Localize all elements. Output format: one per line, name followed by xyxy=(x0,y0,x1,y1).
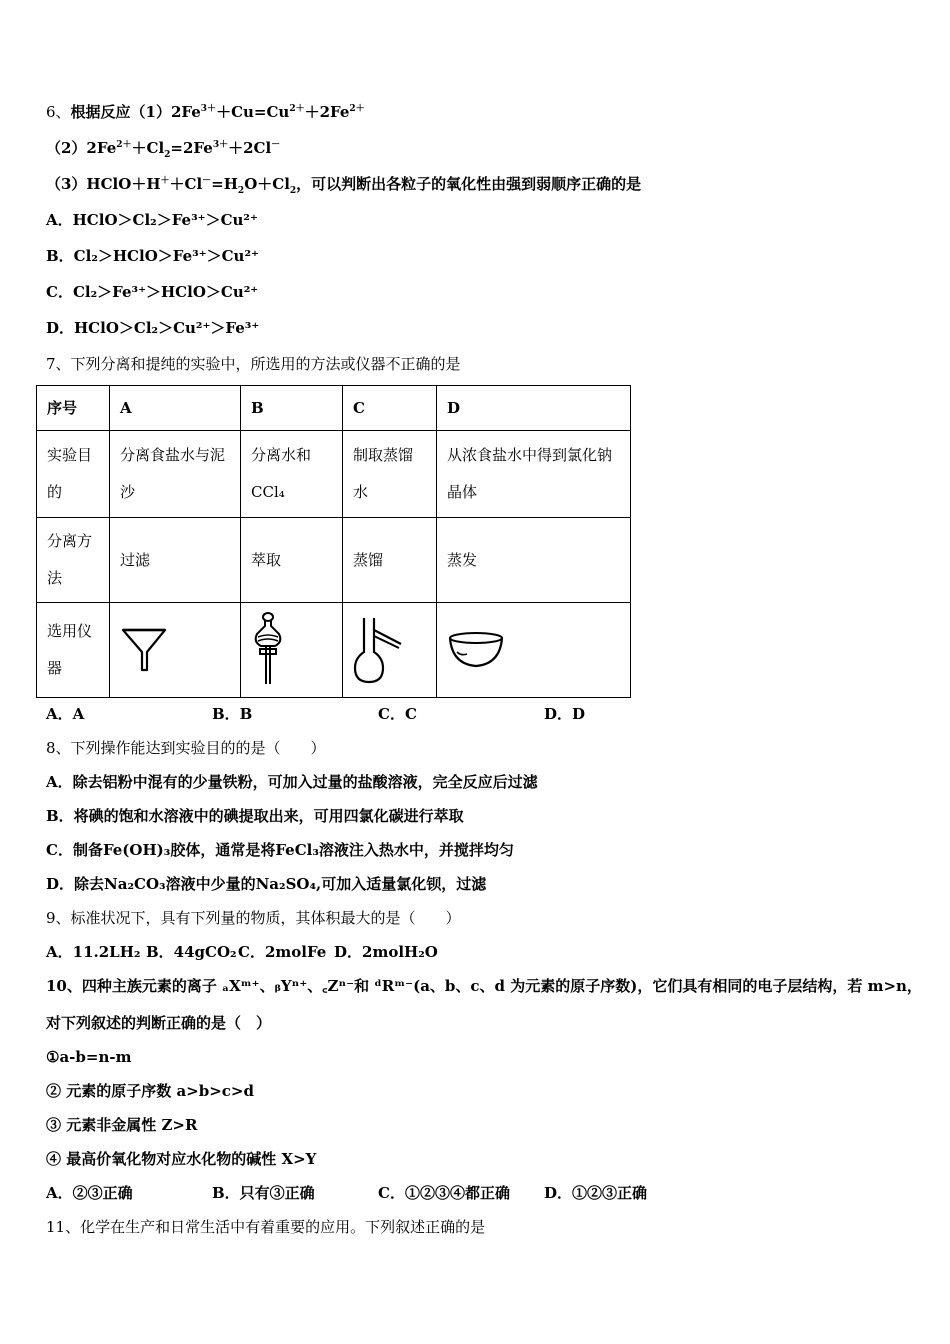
header-cell: B xyxy=(241,386,343,431)
q11-stem: 11、化学在生产和日常生活中有着重要的应用。下列叙述正确的是 xyxy=(46,1218,486,1236)
q9-stem: 9、标准状况下，具有下列量的物质，其体积最大的是（ ） xyxy=(46,909,461,927)
q10-option-d[interactable]: D．①②③正确 xyxy=(544,1184,648,1202)
evaporating-dish-icon xyxy=(437,603,631,698)
table-row xyxy=(37,518,631,603)
q7-stem: 7、下列分离和提纯的实验中，所选用的方法或仪器不正确的是 xyxy=(46,355,461,373)
header-cell: C xyxy=(343,386,437,431)
method-cell: 蒸发 xyxy=(437,518,631,603)
q6-line2: $(2)2Fe^{2+}+Cl_2=2Fe^{3+}+2Cl^-$ xyxy=(46,139,281,160)
q6-option-d[interactable]: D．HClO＞Cl₂＞Cu²⁺＞Fe³⁺ xyxy=(46,319,260,337)
q8-stem: 8、下列操作能达到实验目的的是（ ） xyxy=(46,739,326,757)
q10-statement-2: ② 元素的原子序数 a>b>c>d xyxy=(46,1082,254,1100)
q6-option-a[interactable]: A．HClO＞Cl₂＞Fe³⁺＞Cu²⁺ xyxy=(46,211,258,229)
table-row xyxy=(37,603,631,698)
q8-option-c[interactable]: C．制备Fe(OH)₃胶体，通常是将FeCl₃溶液注入热水中，并搅拌均匀 xyxy=(46,841,514,859)
q8-option-b[interactable]: B．将碘的饱和水溶液中的碘提取出来，可用四氯化碳进行萃取 xyxy=(46,807,464,825)
purpose-cell: 分离水和CCl₄ xyxy=(241,431,343,518)
q6-line1: 6、根据反应$(1)2Fe^{3+}+Cu=Cu^{2+}+2Fe^{2+}$ xyxy=(46,103,365,121)
q7-options xyxy=(46,704,585,724)
method-cell: 萃取 xyxy=(241,518,343,603)
table-row xyxy=(37,431,631,518)
q10-option-c[interactable]: C．①②③④都正确 xyxy=(378,1184,510,1202)
q9-option-b[interactable]: B．44gCO₂ xyxy=(146,943,237,961)
q9-option-a[interactable]: A．11.2LH₂ xyxy=(46,943,141,961)
q9-option-d[interactable]: D．2molH₂O xyxy=(334,943,438,961)
q10-options xyxy=(46,1183,647,1203)
q9-options xyxy=(46,942,438,962)
q10-option-b[interactable]: B．只有③正确 xyxy=(212,1184,315,1202)
row-label: 选用仪器 xyxy=(37,603,110,698)
q8-option-a[interactable]: A．除去铝粉中混有的少量铁粉，可加入过量的盐酸溶液，完全反应后过滤 xyxy=(46,773,538,791)
q6-line3: $(3)HClO+H^++Cl^-=H_2O+Cl_2$，可以判断出各粒子的氧化性由强到弱顺序正确的是 xyxy=(46,175,642,196)
q10-statement-4: ④ 最高价氧化物对应水化物的碱性 X>Y xyxy=(46,1150,317,1168)
q6-number: 6、 xyxy=(46,103,71,121)
purpose-cell: 分离食盐水与泥沙 xyxy=(110,431,241,518)
purpose-cell: 制取蒸馏水 xyxy=(343,431,437,518)
q6-option-b[interactable]: B．Cl₂＞HClO＞Fe³⁺＞Cu²⁺ xyxy=(46,247,259,265)
q10-stem-line1: 10、四种主族元素的离子 ₐXᵐ⁺、ᵦYⁿ⁺、꜀Zⁿ⁻和 ᵈRᵐ⁻(a、b、c、d 为元素的原子序数)，它们具有相同的电子层结构，若 m>n， xyxy=(46,977,922,995)
table-header-row xyxy=(37,386,631,431)
q7-option-c[interactable]: C．C xyxy=(378,705,417,723)
header-cell: 序号 xyxy=(37,386,110,431)
q10-option-a[interactable]: A．②③正确 xyxy=(46,1184,133,1202)
q6-option-c[interactable]: C．Cl₂＞Fe³⁺＞HClO＞Cu²⁺ xyxy=(46,283,259,301)
method-cell: 过滤 xyxy=(110,518,241,603)
row-label: 实验目的 xyxy=(37,431,110,518)
q10-stem-line2: 对下列叙述的判断正确的是（ ） xyxy=(46,1014,272,1032)
distillation-flask-icon xyxy=(343,603,437,698)
funnel-icon xyxy=(110,603,241,698)
q8-option-d[interactable]: D．除去Na₂CO₃溶液中少量的Na₂SO₄,可加入适量氯化钡，过滤 xyxy=(46,875,487,893)
q10-statement-1: ①a-b=n-m xyxy=(46,1048,132,1066)
q7-option-b[interactable]: B．B xyxy=(212,705,253,723)
q7-option-a[interactable]: A．A xyxy=(46,705,85,723)
row-label: 分离方法 xyxy=(37,518,110,603)
q7-table xyxy=(36,385,631,698)
q10-statement-3: ③ 元素非金属性 Z>R xyxy=(46,1116,198,1134)
header-cell: A xyxy=(110,386,241,431)
q7-option-d[interactable]: D．D xyxy=(544,705,586,723)
purpose-cell: 从浓食盐水中得到氯化钠晶体 xyxy=(437,431,631,518)
separatory-funnel-icon xyxy=(241,603,343,698)
q9-option-c[interactable]: C．2molFe xyxy=(238,943,327,961)
method-cell: 蒸馏 xyxy=(343,518,437,603)
header-cell: D xyxy=(437,386,631,431)
